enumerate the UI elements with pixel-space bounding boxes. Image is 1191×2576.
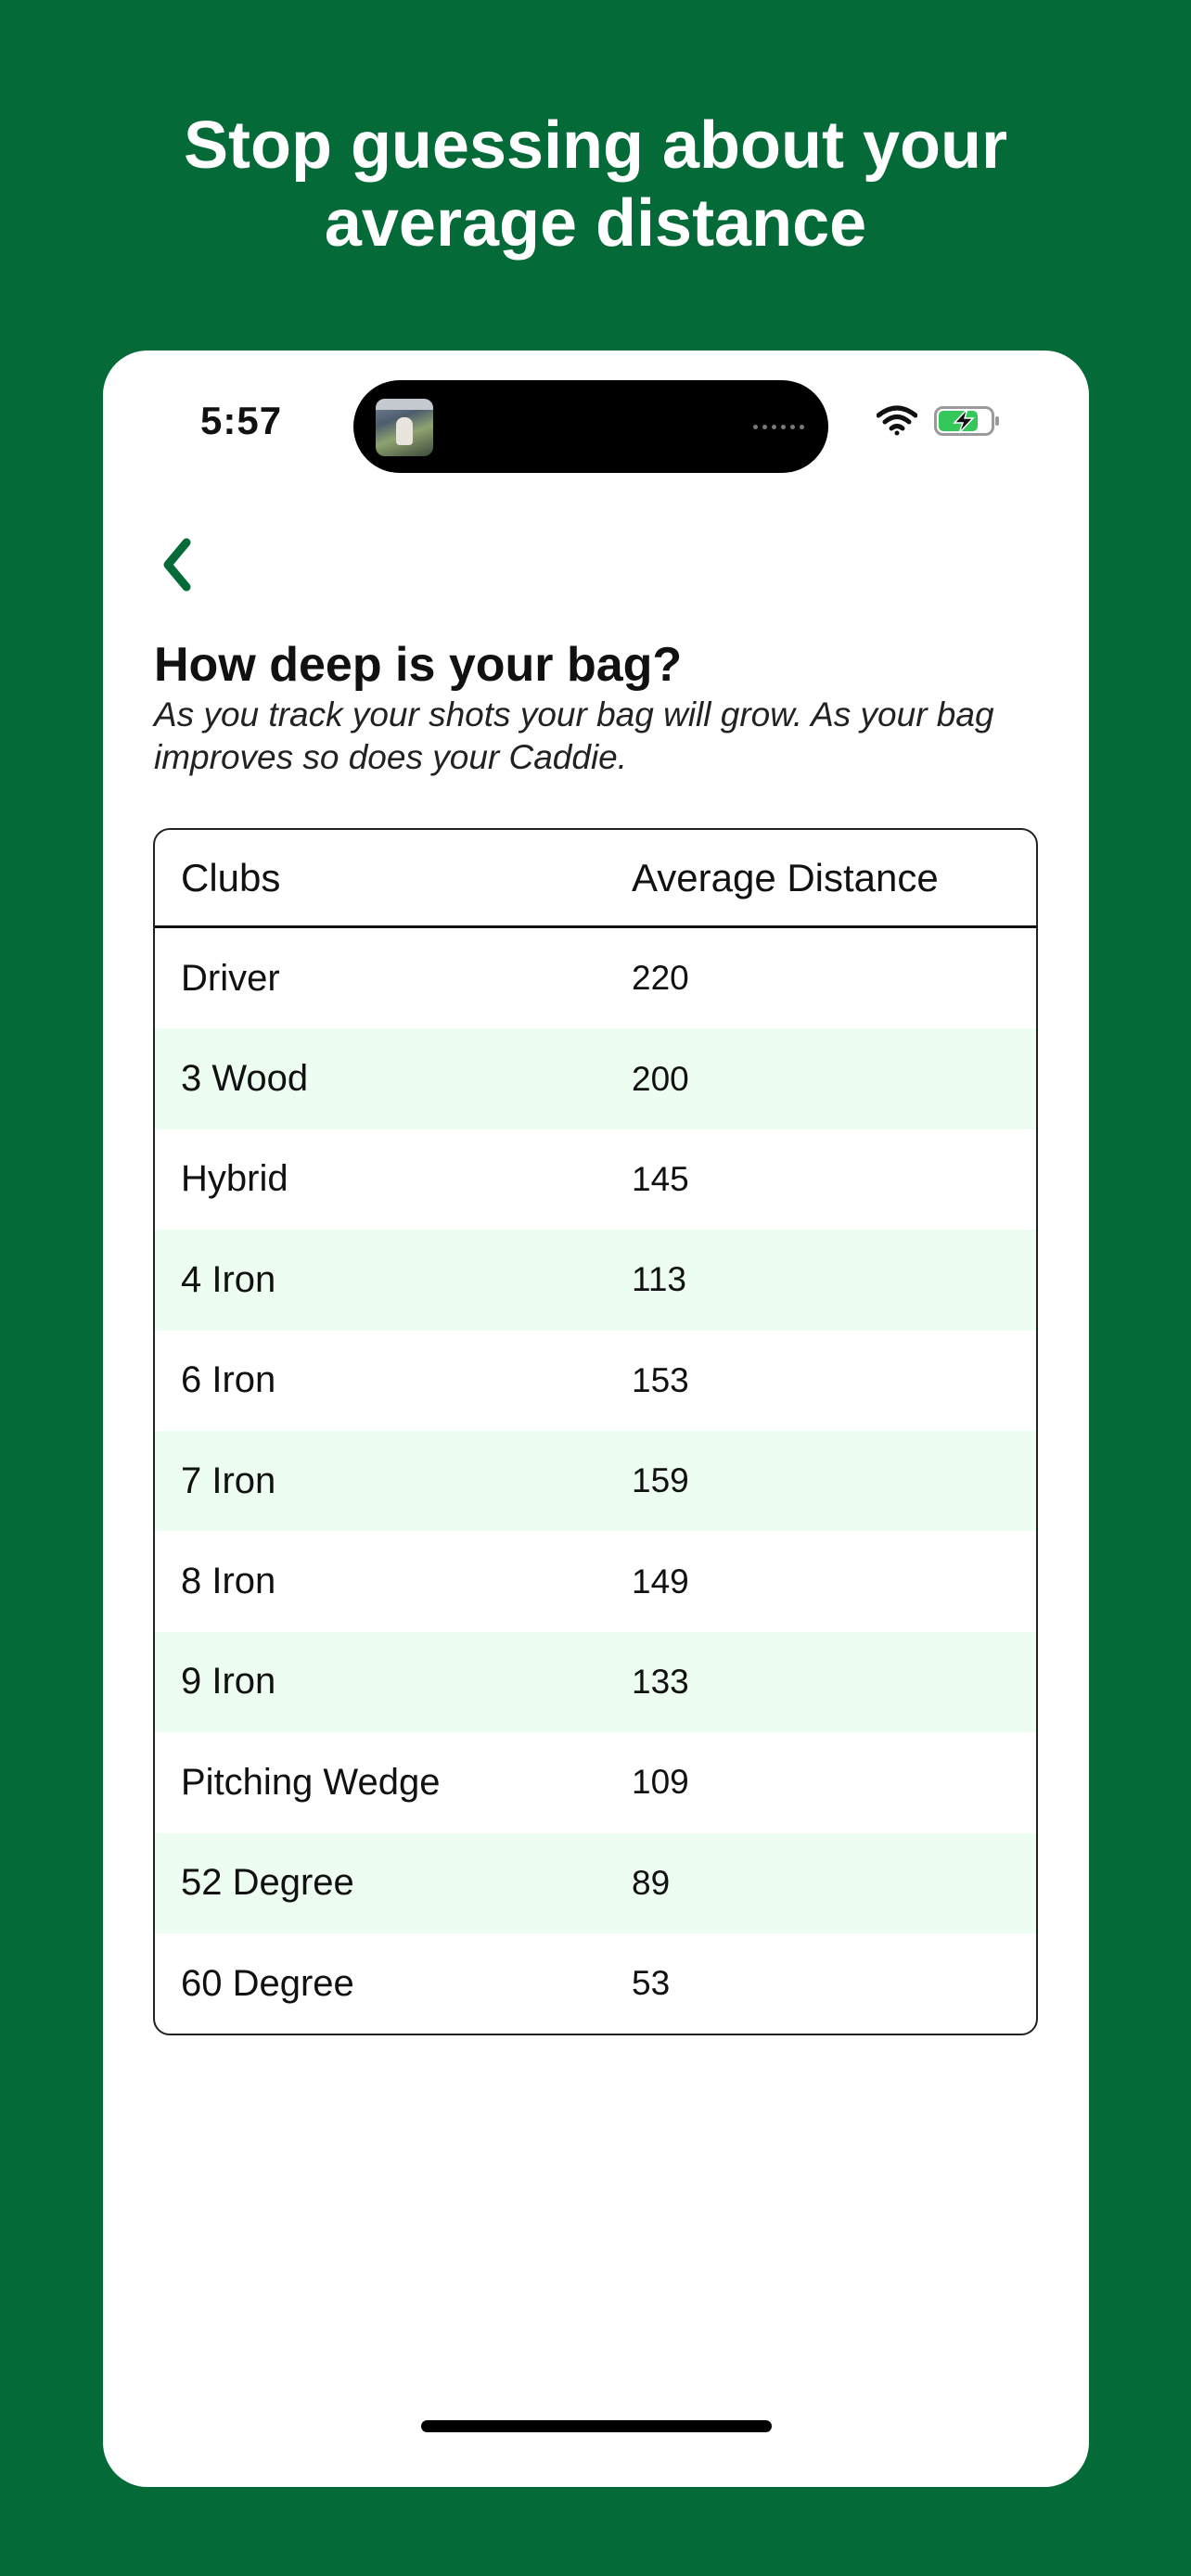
table-row — [155, 1129, 1036, 1230]
table-row — [155, 1230, 1036, 1330]
club-distance: 200 — [632, 1059, 689, 1098]
club-distance: 159 — [632, 1461, 689, 1500]
club-name: 7 Iron — [181, 1460, 276, 1501]
column-header-clubs: Clubs — [181, 855, 281, 899]
headline-line-1: Stop guessing about your — [183, 108, 1007, 183]
chevron-left-icon — [159, 537, 196, 593]
club-distance: 220 — [632, 959, 689, 998]
table-row — [155, 1028, 1036, 1129]
club-distance: 113 — [632, 1260, 686, 1299]
club-distance: 53 — [632, 1964, 671, 2003]
table-row — [155, 1632, 1036, 1732]
battery-charging-icon — [934, 406, 1001, 436]
club-distance-table — [153, 828, 1038, 2035]
column-header-average-distance: Average Distance — [632, 855, 939, 899]
table-row — [155, 1431, 1036, 1531]
phone-screen — [103, 351, 1089, 2487]
club-name: 9 Iron — [181, 1661, 276, 1702]
club-distance: 149 — [632, 1562, 689, 1600]
wifi-icon — [877, 404, 917, 436]
back-button[interactable] — [149, 532, 205, 597]
dynamic-island[interactable] — [353, 380, 828, 473]
promo-headline — [0, 107, 1191, 262]
page-title: How deep is your bag? — [154, 638, 683, 692]
table-row — [155, 1833, 1036, 1933]
status-time: 5:57 — [200, 399, 283, 442]
page-subtitle: As you track your shots your bag will grow. As your bag improves so does your Caddie. — [154, 695, 994, 776]
table-row — [155, 928, 1036, 1028]
club-name: Driver — [181, 957, 280, 999]
club-name: 3 Wood — [181, 1058, 309, 1100]
club-distance: 89 — [632, 1863, 671, 1902]
club-name: 6 Iron — [181, 1359, 276, 1401]
home-indicator[interactable] — [421, 2420, 772, 2432]
club-name: 52 Degree — [181, 1862, 354, 1904]
club-name: 4 Iron — [181, 1258, 276, 1300]
club-name: 8 Iron — [181, 1561, 276, 1602]
table-row — [155, 1732, 1036, 1832]
table-row — [155, 1331, 1036, 1431]
club-name: Hybrid — [181, 1158, 288, 1200]
table-header — [155, 830, 1036, 928]
club-distance: 145 — [632, 1159, 689, 1198]
table-row — [155, 1531, 1036, 1631]
activity-dots-icon — [753, 425, 804, 429]
headline-line-2: average distance — [324, 186, 867, 261]
now-playing-thumbnail — [376, 399, 433, 456]
table-row — [155, 1933, 1036, 2034]
club-distance: 133 — [632, 1662, 689, 1701]
club-distance: 109 — [632, 1763, 689, 1802]
club-name: 60 Degree — [181, 1962, 354, 2004]
club-distance: 153 — [632, 1360, 689, 1399]
club-name: Pitching Wedge — [181, 1761, 441, 1803]
